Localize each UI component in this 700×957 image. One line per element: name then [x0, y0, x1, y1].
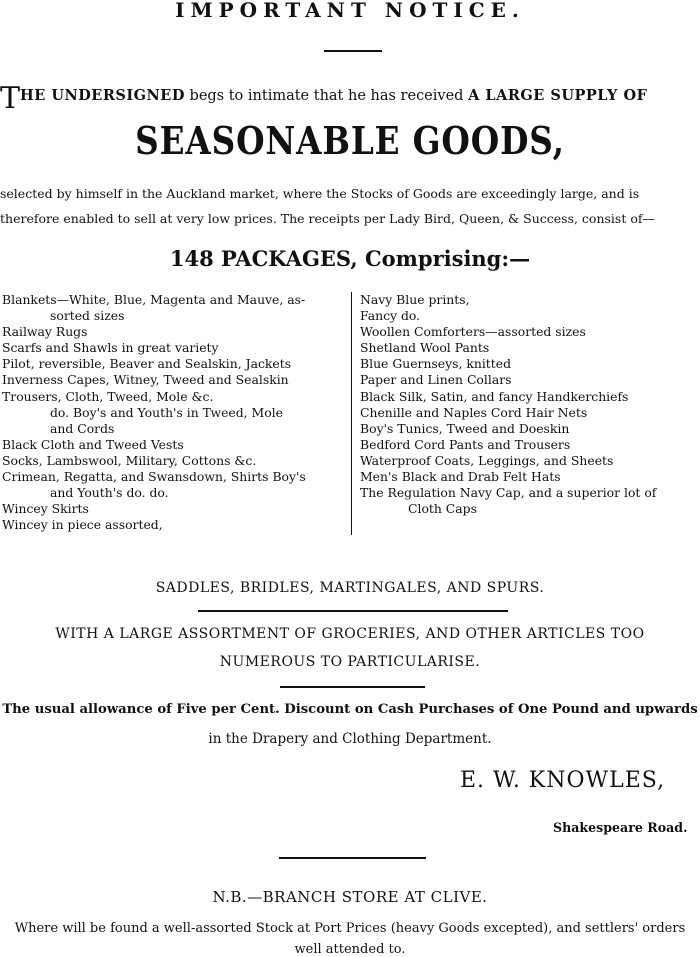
intro-caps-2: A LARGE SUPPLY OF: [468, 87, 648, 104]
list-item: Bedford Cord Pants and Trousers: [360, 436, 571, 452]
saddles-line: SADDLES, BRIDLES, MARTINGALES, AND SPURS.: [155, 580, 545, 596]
signature-address: Shakespeare Road.: [553, 820, 688, 835]
list-item: Black Cloth and Tweed Vests: [2, 436, 184, 452]
groceries-line-2: NUMEROUS TO PARTICULARISE.: [219, 654, 481, 670]
list-item: Inverness Capes, Witney, Tweed and Sealskin: [2, 372, 289, 388]
list-item: Wincey Skirts: [2, 501, 89, 517]
list-item: sorted sizes: [50, 308, 125, 324]
divider-rule: [198, 610, 508, 612]
packages-heading: 148 PACKAGES, Comprising:—: [169, 246, 531, 271]
signature-name: E. W. KNOWLES,: [460, 768, 666, 793]
list-item: Fancy do.: [360, 308, 421, 324]
list-item: Navy Blue prints,: [360, 292, 470, 307]
list-item: Scarfs and Shawls in great variety: [2, 340, 219, 356]
intro-line: [0, 81, 700, 116]
notice-heading: IMPORTANT NOTICE.: [175, 0, 525, 22]
list-item: The Regulation Navy Cap, and a superior lot of: [360, 485, 657, 501]
divider-rule: [279, 857, 426, 859]
right-item-list: [360, 292, 656, 517]
branch-title: N.B.—BRANCH STORE AT CLIVE.: [212, 888, 488, 906]
list-item: Crimean, Regatta, and Swansdown, Shirts Boy's: [2, 469, 306, 485]
list-item: Shetland Wool Pants: [360, 340, 490, 356]
list-item: Boy's Tunics, Tweed and Doeskin: [360, 420, 570, 436]
branch-line-1: Where will be found a well-assorted Stock at Port Prices (heavy Goods excepted), and settlers' orders: [14, 921, 686, 936]
intro-caps: HE UNDERSIGNED: [20, 87, 185, 104]
list-item: Wincey in piece assorted,: [2, 517, 163, 533]
list-item: Railway Rugs: [2, 324, 88, 340]
headline: SEASONABLE GOODS,: [135, 118, 565, 163]
column-divider: [351, 292, 352, 535]
list-item: Socks, Lambswool, Military, Cottons &c.: [2, 452, 257, 468]
allowance-line-1: The usual allowance of Five per Cent. Discount on Cash Purchases of One Pound and upwards: [2, 702, 698, 717]
list-item: do. Boy's and Youth's in Tweed, Mole: [50, 404, 283, 420]
branch-line-2: well attended to.: [294, 942, 406, 957]
list-item: Blue Guernseys, knitted: [360, 356, 512, 372]
selection-line-1: selected by himself in the Auckland market, where the Stocks of Goods are exceedingly large, and is: [0, 186, 640, 201]
list-item: and Youth's do. do.: [50, 485, 169, 501]
intro-text: begs to intimate that he has received: [184, 88, 469, 104]
list-item: Blankets—White, Blue, Magenta and Mauve, as-: [2, 292, 306, 307]
divider-rule: [280, 686, 425, 688]
list-item: Paper and Linen Collars: [360, 372, 512, 388]
groceries-line-1: WITH A LARGE ASSORTMENT OF GROCERIES, AND OTHER ARTICLES TOO: [55, 626, 645, 642]
list-item: Men's Black and Drab Felt Hats: [360, 469, 561, 485]
list-item: Black Silk, Satin, and fancy Handkerchiefs: [360, 388, 629, 404]
left-item-list: [2, 292, 306, 533]
allowance-line-2: in the Drapery and Clothing Department.: [208, 731, 492, 747]
selection-line-2: therefore enabled to sell at very low prices. The receipts per Lady Bird, Queen, & Success, consist of—: [0, 211, 655, 226]
list-item: Cloth Caps: [408, 501, 477, 517]
list-item: Waterproof Coats, Leggings, and Sheets: [360, 452, 614, 468]
list-item: Chenille and Naples Cord Hair Nets: [360, 404, 588, 420]
divider-rule: [324, 50, 382, 52]
list-item: Pilot, reversible, Beaver and Sealskin, Jackets: [2, 356, 292, 372]
list-item: Trousers, Cloth, Tweed, Mole &c.: [2, 388, 214, 404]
list-item: Woollen Comforters—assorted sizes: [360, 324, 586, 340]
dropcap: T: [0, 81, 21, 116]
list-item: and Cords: [50, 420, 115, 436]
